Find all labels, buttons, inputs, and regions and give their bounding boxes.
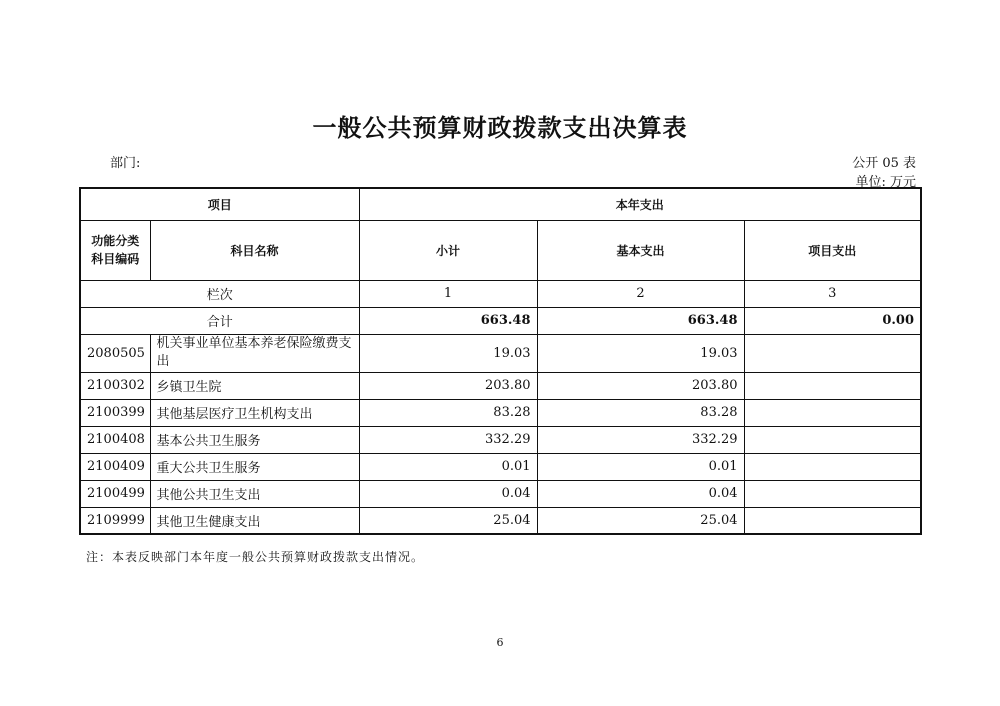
row-project xyxy=(744,480,921,507)
row-project xyxy=(744,426,921,453)
row-subtotal: 203.80 xyxy=(359,372,537,399)
header-subtotal: 小计 xyxy=(359,220,537,280)
department-label: 部门: xyxy=(110,156,141,171)
row-name: 重大公共卫生服务 xyxy=(150,453,359,480)
row-basic: 19.03 xyxy=(537,334,744,372)
header-year-expense: 本年支出 xyxy=(359,188,921,220)
table-row xyxy=(80,453,921,480)
row-basic: 0.04 xyxy=(537,480,744,507)
header-project: 项目 xyxy=(80,188,359,220)
row-code: 2100302 xyxy=(80,372,150,399)
row-subtotal: 0.04 xyxy=(359,480,537,507)
total-label: 合计 xyxy=(80,307,359,334)
row-project xyxy=(744,399,921,426)
header-func-code-line1: 功能分类 xyxy=(91,234,140,248)
table-row xyxy=(80,334,921,372)
row-basic: 83.28 xyxy=(537,399,744,426)
row-code: 2100499 xyxy=(80,480,150,507)
row-subtotal: 83.28 xyxy=(359,399,537,426)
column-number-2: 2 xyxy=(537,280,744,307)
row-name: 其他公共卫生支出 xyxy=(150,480,359,507)
row-code: 2100408 xyxy=(80,426,150,453)
unit-label: 单位: 万元 xyxy=(855,175,916,190)
row-code: 2080505 xyxy=(80,334,150,372)
row-name: 其他基层医疗卫生机构支出 xyxy=(150,399,359,426)
column-number-label: 栏次 xyxy=(80,280,359,307)
row-name: 其他卫生健康支出 xyxy=(150,507,359,534)
table-row xyxy=(80,399,921,426)
row-subtotal: 25.04 xyxy=(359,507,537,534)
header-func-code xyxy=(80,220,150,280)
table-row xyxy=(80,426,921,453)
table-note: 注：本表反映部门本年度一般公共预算财政拨款支出情况。 xyxy=(86,550,425,564)
row-name: 乡镇卫生院 xyxy=(150,372,359,399)
header-project-expense: 项目支出 xyxy=(744,220,921,280)
page-title: 一般公共预算财政拨款支出决算表 xyxy=(312,114,688,142)
row-project xyxy=(744,372,921,399)
row-code: 2109999 xyxy=(80,507,150,534)
row-subtotal: 0.01 xyxy=(359,453,537,480)
column-number-1: 1 xyxy=(359,280,537,307)
page-number: 6 xyxy=(496,636,504,649)
table-row xyxy=(80,507,921,534)
row-basic: 0.01 xyxy=(537,453,744,480)
row-basic: 332.29 xyxy=(537,426,744,453)
table-row xyxy=(80,480,921,507)
total-basic: 663.48 xyxy=(537,307,744,334)
total-subtotal: 663.48 xyxy=(359,307,537,334)
row-name: 基本公共卫生服务 xyxy=(150,426,359,453)
form-code: 公开 05 表 xyxy=(852,156,916,171)
header-subject-name: 科目名称 xyxy=(150,220,359,280)
header-basic: 基本支出 xyxy=(537,220,744,280)
header-func-code-line2: 科目编码 xyxy=(91,252,140,266)
column-number-row xyxy=(80,280,921,307)
row-project xyxy=(744,453,921,480)
row-code: 2100399 xyxy=(80,399,150,426)
table-row xyxy=(80,372,921,399)
row-basic: 25.04 xyxy=(537,507,744,534)
expenditure-table xyxy=(79,187,922,535)
total-row xyxy=(80,307,921,334)
row-subtotal: 19.03 xyxy=(359,334,537,372)
column-number-3: 3 xyxy=(744,280,921,307)
row-code: 2100409 xyxy=(80,453,150,480)
total-project: 0.00 xyxy=(744,307,921,334)
header-row-2 xyxy=(80,220,921,280)
row-project xyxy=(744,334,921,372)
row-basic: 203.80 xyxy=(537,372,744,399)
row-subtotal: 332.29 xyxy=(359,426,537,453)
row-project xyxy=(744,507,921,534)
row-name: 机关事业单位基本养老保险缴费支出 xyxy=(150,334,359,372)
header-row-1 xyxy=(80,188,921,220)
